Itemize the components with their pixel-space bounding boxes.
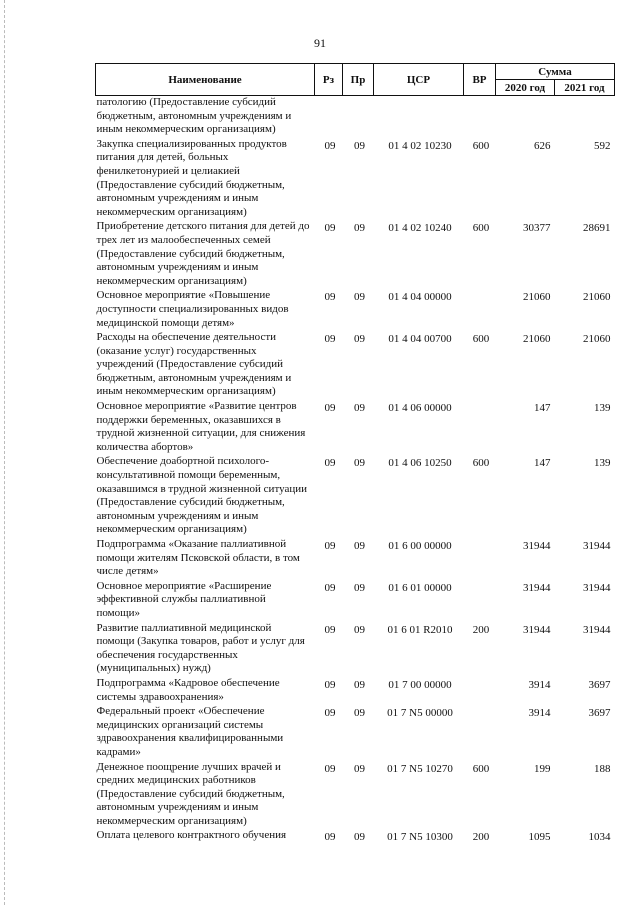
row-amount-2020: 626 bbox=[534, 139, 551, 152]
row-csr: 01 4 06 00000 bbox=[388, 402, 452, 415]
header-2020: 2020 год bbox=[496, 80, 555, 96]
row-amount-2020: 3914 bbox=[528, 707, 551, 720]
row-csr: 01 7 N5 10300 bbox=[387, 831, 453, 844]
row-pr: 09 bbox=[354, 402, 365, 415]
row-vr bbox=[464, 538, 496, 580]
row-amount-2020: 21060 bbox=[523, 291, 551, 304]
row-vr: 600 bbox=[472, 222, 490, 235]
row-csr: 01 7 00 00000 bbox=[388, 678, 452, 691]
row-csr: 01 4 04 00700 bbox=[388, 333, 452, 346]
row-pr: 09 bbox=[354, 678, 365, 691]
row-csr: 01 4 06 10250 bbox=[388, 457, 452, 470]
row-rz: 09 bbox=[324, 623, 336, 636]
row-csr: 01 6 01 R2010 bbox=[387, 623, 453, 636]
row-rz: 09 bbox=[324, 222, 336, 235]
row-name: Основное мероприятие «Расширение эффективной службы паллиативной помощи» bbox=[96, 579, 272, 619]
row-amount-2021: 3697 bbox=[588, 707, 611, 720]
row-name: Закупка специализированных продуктов питания для детей, больных фенилкетонурией и целиакией (Предоставление субсидий бюджетным, автономным учреждениям и иным некоммерческим организациям) bbox=[96, 137, 287, 218]
row-name: Расходы на обеспечение деятельности (оказание услуг) государственных учреждений (Предоставление субсидий бюджетным, автономным учреждениям и иным некоммерческим организациям) bbox=[96, 331, 292, 398]
row-amount-2020: 1095 bbox=[528, 831, 551, 844]
row-name: Основное мероприятие «Развитие центров поддержки беременных, оказавшихся в трудной жизненной ситуации, для снижения количества абортов» bbox=[96, 400, 306, 453]
row-name: Федеральный проект «Обеспечение медицинских организаций системы здравоохранения квалифицированными кадрами» bbox=[96, 705, 284, 758]
table-row bbox=[96, 289, 615, 331]
row-pr: 09 bbox=[354, 139, 365, 152]
row-csr: 01 7 N5 00000 bbox=[387, 707, 453, 720]
row-amount-2021: 592 bbox=[594, 139, 611, 152]
row-amount-2020: 147 bbox=[534, 402, 551, 415]
row-amount-2020: 31944 bbox=[523, 540, 551, 552]
header-vr: ВР bbox=[464, 64, 496, 96]
table-row bbox=[96, 138, 615, 221]
row-pr: 09 bbox=[354, 623, 365, 636]
row-amount-2021: 21060 bbox=[583, 291, 611, 304]
row-amount-2020 bbox=[496, 96, 555, 138]
row-vr bbox=[464, 400, 496, 455]
row-pr bbox=[343, 96, 374, 138]
row-amount-2021: 31944 bbox=[583, 623, 611, 636]
row-rz bbox=[315, 96, 343, 138]
row-vr: 600 bbox=[472, 333, 490, 346]
row-vr bbox=[464, 96, 496, 138]
row-name: Оплата целевого контрактного обучения bbox=[96, 829, 287, 842]
header-sum: Сумма bbox=[496, 64, 615, 80]
row-pr: 09 bbox=[354, 707, 365, 720]
row-vr bbox=[464, 677, 496, 705]
row-amount-2021 bbox=[555, 96, 615, 138]
row-amount-2021: 21060 bbox=[583, 333, 611, 346]
table-row bbox=[96, 705, 615, 760]
table-row bbox=[96, 96, 615, 138]
row-rz: 09 bbox=[324, 831, 336, 844]
header-name: Наименование bbox=[96, 64, 315, 96]
header-2021: 2021 год bbox=[555, 80, 615, 96]
header-csr: ЦСР bbox=[374, 64, 464, 96]
row-csr: 01 7 N5 10270 bbox=[387, 762, 453, 775]
row-amount-2021: 139 bbox=[594, 402, 611, 415]
row-pr: 09 bbox=[354, 581, 365, 594]
table-row bbox=[96, 677, 615, 705]
row-vr bbox=[464, 580, 496, 622]
row-rz: 09 bbox=[324, 291, 336, 304]
row-name: Основное мероприятие «Повышение доступности специализированных видов медицинской помощи детям» bbox=[96, 289, 289, 329]
row-rz: 09 bbox=[324, 762, 336, 775]
header-pr: Пр bbox=[343, 64, 374, 96]
row-vr bbox=[464, 705, 496, 760]
row-rz: 09 bbox=[324, 333, 336, 346]
row-amount-2020: 31944 bbox=[523, 581, 551, 594]
row-rz: 09 bbox=[324, 540, 336, 552]
row-amount-2021: 31944 bbox=[583, 540, 611, 552]
row-rz: 09 bbox=[324, 707, 336, 720]
row-vr bbox=[464, 289, 496, 331]
row-amount-2021: 31944 bbox=[583, 581, 611, 594]
row-amount-2021: 1034 bbox=[588, 831, 611, 844]
row-amount-2020: 3914 bbox=[528, 678, 551, 691]
row-amount-2021: 188 bbox=[594, 762, 611, 775]
table-row bbox=[96, 829, 615, 846]
row-name: Денежное поощрение лучших врачей и средних медицинских работников (Предоставление субсидий бюджетным, автономным учреждениям и иным некоммерческим организациям) bbox=[96, 760, 285, 827]
row-rz: 09 bbox=[324, 139, 336, 152]
table-row bbox=[96, 580, 615, 622]
row-name: Подпрограмма «Оказание паллиативной помощи жителям Псковской области, в том числе детям» bbox=[96, 538, 300, 578]
row-amount-2020: 30377 bbox=[523, 222, 551, 235]
row-csr: 01 6 00 00000 bbox=[388, 540, 452, 552]
table-row bbox=[96, 220, 615, 289]
table-row bbox=[96, 538, 615, 580]
row-amount-2021: 139 bbox=[594, 457, 611, 470]
row-pr: 09 bbox=[354, 831, 365, 844]
row-vr: 200 bbox=[472, 831, 490, 844]
row-pr: 09 bbox=[354, 333, 365, 346]
row-amount-2020: 21060 bbox=[523, 333, 551, 346]
row-pr: 09 bbox=[354, 540, 365, 552]
header-rz: Рз bbox=[315, 64, 343, 96]
row-amount-2021: 3697 bbox=[588, 678, 611, 691]
row-pr: 09 bbox=[354, 291, 365, 304]
budget-table bbox=[95, 63, 615, 846]
row-name: Развитие паллиативной медицинской помощи (Закупка товаров, работ и услуг для обеспечения государственных (муниципальных) нужд) bbox=[96, 621, 305, 675]
row-amount-2020: 31944 bbox=[523, 623, 551, 636]
row-pr: 09 bbox=[354, 762, 365, 775]
table-row bbox=[96, 761, 615, 830]
table-body bbox=[96, 96, 615, 847]
row-name: Подпрограмма «Кадровое обеспечение системы здравоохранения» bbox=[96, 676, 280, 703]
row-csr bbox=[374, 96, 464, 138]
row-csr: 01 4 02 10230 bbox=[388, 139, 452, 152]
row-rz: 09 bbox=[324, 402, 336, 415]
row-vr: 200 bbox=[472, 623, 490, 636]
row-vr: 600 bbox=[472, 139, 490, 152]
table-header bbox=[96, 64, 615, 96]
row-name: патологию (Предоставление субсидий бюджетным, автономным учреждениям и иным некоммерческим организациям) bbox=[96, 96, 292, 136]
table-row bbox=[96, 455, 615, 538]
row-csr: 01 6 01 00000 bbox=[388, 581, 452, 594]
row-csr: 01 4 02 10240 bbox=[388, 222, 452, 235]
row-csr: 01 4 04 00000 bbox=[388, 291, 452, 304]
row-rz: 09 bbox=[324, 678, 336, 691]
table-row bbox=[96, 400, 615, 455]
table-row bbox=[96, 331, 615, 400]
row-vr: 600 bbox=[472, 762, 490, 775]
page-number: 91 bbox=[314, 36, 326, 50]
row-pr: 09 bbox=[354, 457, 365, 470]
row-pr: 09 bbox=[354, 222, 365, 235]
row-name: Приобретение детского питания для детей до трех лет из малообеспеченных семей (Предоставление субсидий бюджетным, автономным учреждениям и иным некоммерческим организациям) bbox=[96, 220, 310, 287]
row-vr: 600 bbox=[472, 457, 490, 470]
row-amount-2021: 28691 bbox=[583, 222, 611, 235]
row-name: Обеспечение доабортной психолого-консультативной помощи беременным, оказавшимся в трудной жизненной ситуации (Предоставление субсидий бюджетным, автономным учреждениям и иным некоммерческим организациям) bbox=[96, 455, 307, 536]
page-left-edge bbox=[4, 0, 5, 905]
table-row bbox=[96, 622, 615, 677]
row-rz: 09 bbox=[324, 457, 336, 470]
row-amount-2020: 199 bbox=[534, 762, 551, 775]
row-amount-2020: 147 bbox=[534, 457, 551, 470]
row-rz: 09 bbox=[324, 581, 336, 594]
